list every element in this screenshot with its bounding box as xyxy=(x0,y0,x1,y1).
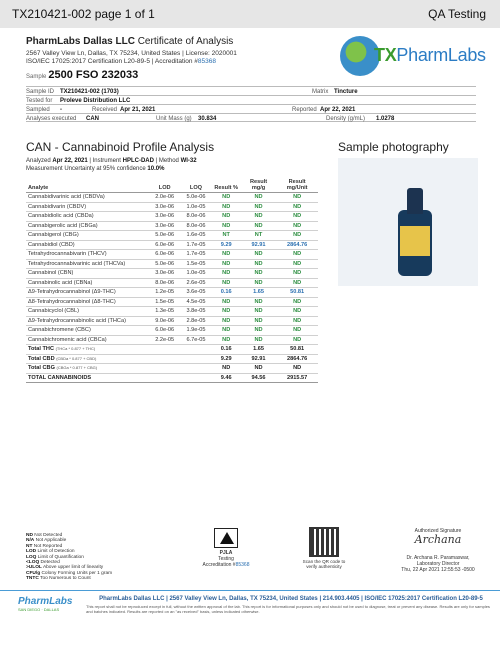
analyte-cell: Cannabicyclol (CBL) xyxy=(26,307,149,317)
table-row xyxy=(26,202,318,212)
analyte-cell: Δ9-Tetrahydrocannabinolic acid (THCa) xyxy=(26,316,149,326)
result-mgunit-cell: ND xyxy=(276,326,318,336)
lod-cell: 2.2e-05 xyxy=(149,335,180,345)
total-row xyxy=(26,345,318,355)
col-result-pct: Result % xyxy=(212,178,241,193)
analyte-cell: Cannabidivarin (CBDV) xyxy=(26,202,149,212)
result-mgg-cell: ND xyxy=(241,193,276,203)
legend-item: ND Not Detected xyxy=(26,533,63,538)
lab-name: PharmLabs Dallas LLC Certificate of Analysis xyxy=(26,36,234,47)
abbreviation-legend xyxy=(26,533,112,582)
lod-cell: 2.0e-06 xyxy=(149,193,180,203)
top-bar xyxy=(0,0,500,28)
total-label-cell: Total THC (THCa * 0.877 + THC) xyxy=(26,345,212,355)
table-row xyxy=(26,269,318,279)
total-mgunit-cell: ND xyxy=(276,364,318,374)
legend-item: TNTC Too Numerous to Count xyxy=(26,576,91,582)
dept-label: QA Testing xyxy=(428,7,486,21)
result-pct-cell: ND xyxy=(212,212,241,222)
loq-cell: 3.8e-05 xyxy=(180,307,211,317)
qr-code-icon[interactable] xyxy=(309,527,339,557)
total-label-cell: Total CBG (CBGa * 0.877 + CBG) xyxy=(26,364,212,374)
result-pct-cell: ND xyxy=(212,307,241,317)
total-pct-cell: 0.16 xyxy=(212,345,241,355)
pjla-logo-icon xyxy=(214,528,238,548)
result-mgg-cell: 1.65 xyxy=(241,288,276,298)
loq-cell: 2.8e-05 xyxy=(180,316,211,326)
lod-cell: 8.0e-06 xyxy=(149,278,180,288)
analyte-cell: Cannabidivarinic acid (CBDVa) xyxy=(26,193,149,203)
col-loq: LOQ xyxy=(180,178,211,193)
result-mgunit-cell: ND xyxy=(276,202,318,212)
result-pct-cell: ND xyxy=(212,193,241,203)
footer-logo: PharmLabs SAN DIEGO · DALLAS xyxy=(18,596,73,612)
table-row xyxy=(26,231,318,241)
meta-row: Tested for Proleve Distribution LLC xyxy=(26,95,476,104)
legend-item: NT Not Reported xyxy=(26,543,63,549)
lod-cell: 6.0e-06 xyxy=(149,240,180,250)
table-row xyxy=(26,250,318,260)
table-row xyxy=(26,259,318,269)
total-mgunit-cell: 50.81 xyxy=(276,345,318,355)
result-mgg-cell: ND xyxy=(241,269,276,279)
table-row xyxy=(26,240,318,250)
result-mgg-cell: ND xyxy=(241,297,276,307)
lod-cell: 6.0e-06 xyxy=(149,250,180,260)
meta-row: Sample ID TX210421-002 (1703) Matrix Tincture xyxy=(26,86,476,95)
table-row xyxy=(26,316,318,326)
table-header-row xyxy=(26,178,318,193)
result-pct-cell: ND xyxy=(212,278,241,288)
result-mgg-cell: ND xyxy=(241,221,276,231)
analyte-cell: Δ9-Tetrahydrocannabinol (Δ9-THC) xyxy=(26,288,149,298)
table-row xyxy=(26,288,318,298)
result-mgunit-cell: ND xyxy=(276,307,318,317)
result-mgunit-cell: ND xyxy=(276,278,318,288)
analyte-cell: Cannabigerol (CBG) xyxy=(26,231,149,241)
result-pct-cell: ND xyxy=(212,297,241,307)
doc-type: Certificate of Analysis xyxy=(137,36,234,47)
section-title: CAN - Cannabinoid Profile Analysis xyxy=(26,140,215,154)
result-pct-cell: ND xyxy=(212,250,241,260)
grand-total-mgunit-cell: 2915.57 xyxy=(276,373,318,383)
result-mgunit-cell: ND xyxy=(276,231,318,241)
lod-cell: 3.0e-06 xyxy=(149,212,180,222)
legend-item: N/A Not Applicable xyxy=(26,538,67,544)
loq-cell: 5.0e-06 xyxy=(180,193,211,203)
result-pct-cell: ND xyxy=(212,326,241,336)
legend-item: LOQ Limit of Quantification xyxy=(26,554,84,560)
pjla-accreditation: PJLA Testing Accreditation #85368 xyxy=(196,528,256,568)
col-result-mgg: Result mg/g xyxy=(241,178,276,193)
result-mgg-cell: ND xyxy=(241,278,276,288)
result-mgunit-cell: 2864.76 xyxy=(276,240,318,250)
total-mgg-cell: 92.91 xyxy=(241,354,276,364)
lab-address: 2567 Valley View Ln, Dallas, TX 75234, United States | License: 2020001 ISO/IEC 17025:2017 Certification L20-89-5 | Accreditation #85368 xyxy=(26,50,237,65)
result-mgunit-cell: ND xyxy=(276,297,318,307)
result-mgg-cell: ND xyxy=(241,316,276,326)
legend-item: CFU/g Colony Forming Units per 1 gram xyxy=(26,570,113,576)
loq-cell: 8.0e-06 xyxy=(180,221,211,231)
authorized-signature: Authorized Signature Archana Dr. Archana R. Paramaswar, Laboratory Director Thu, 22 Apr 2021 12:55:53 -0500 xyxy=(398,528,478,573)
result-mgunit-cell: ND xyxy=(276,335,318,345)
result-mgunit-cell: ND xyxy=(276,259,318,269)
col-analyte: Analyte xyxy=(26,178,149,193)
result-pct-cell: 9.29 xyxy=(212,240,241,250)
sample-line: Sample 2500 FSO 232033 xyxy=(26,69,139,81)
loq-cell: 1.6e-05 xyxy=(180,231,211,241)
total-row xyxy=(26,354,318,364)
result-mgunit-cell: ND xyxy=(276,212,318,222)
result-mgunit-cell: ND xyxy=(276,221,318,231)
col-lod: LOD xyxy=(149,178,180,193)
result-pct-cell: NT xyxy=(212,231,241,241)
meta-row: Analyses executed CAN Unit Mass (g) 30.834 Density (g/mL) 1.0278 xyxy=(26,113,476,122)
analyte-cell: Tetrahydrocannabivarinic acid (THCVa) xyxy=(26,259,149,269)
total-pct-cell: 9.29 xyxy=(212,354,241,364)
loq-cell: 8.0e-06 xyxy=(180,212,211,222)
lod-cell: 3.0e-06 xyxy=(149,221,180,231)
total-row xyxy=(26,364,318,374)
loq-cell: 1.9e-05 xyxy=(180,326,211,336)
table-row xyxy=(26,193,318,203)
pharmlabs-logo: TXPharmLabs xyxy=(340,36,480,80)
lod-cell: 6.0e-06 xyxy=(149,326,180,336)
verification-qr[interactable]: Scan the QR code to verify authenticity xyxy=(304,527,344,569)
result-pct-cell: ND xyxy=(212,269,241,279)
legend-item: >ULOL Above upper limit of linearity xyxy=(26,565,104,571)
grand-total-row xyxy=(26,373,318,383)
analyte-cell: Cannabidiolic acid (CBDa) xyxy=(26,212,149,222)
lod-cell: 1.3e-05 xyxy=(149,307,180,317)
result-mgg-cell: ND xyxy=(241,212,276,222)
loq-cell: 6.7e-05 xyxy=(180,335,211,345)
total-label-cell: Total CBD (CBDa * 0.877 + CBD) xyxy=(26,354,212,364)
analysis-info: Analyzed Apr 22, 2021 | Instrument HPLC-DAD | Method WI-32 Measurement Uncertainty at 95% confidence 10.0% xyxy=(26,158,197,172)
loq-cell: 1.0e-05 xyxy=(180,269,211,279)
grand-total-pct-cell: 9.46 xyxy=(212,373,241,383)
sample-name: 2500 FSO 232033 xyxy=(48,69,139,81)
total-mgunit-cell: 2864.76 xyxy=(276,354,318,364)
footer-divider xyxy=(0,590,500,591)
analyte-cell: Tetrahydrocannabivarin (THCV) xyxy=(26,250,149,260)
analyte-cell: Δ8-Tetrahydrocannabinol (Δ8-THC) xyxy=(26,297,149,307)
total-pct-cell: ND xyxy=(212,364,241,374)
loq-cell: 1.7e-05 xyxy=(180,240,211,250)
legend-item: <LOQ Detected xyxy=(26,560,60,566)
result-pct-cell: ND xyxy=(212,202,241,212)
result-mgg-cell: ND xyxy=(241,202,276,212)
loq-cell: 1.5e-05 xyxy=(180,259,211,269)
result-mgg-cell: ND xyxy=(241,307,276,317)
table-row xyxy=(26,297,318,307)
signature-scrawl: Archana xyxy=(414,533,462,546)
result-mgunit-cell: 50.81 xyxy=(276,288,318,298)
total-mgg-cell: ND xyxy=(241,364,276,374)
total-mgg-cell: 1.65 xyxy=(241,345,276,355)
result-mgg-cell: ND xyxy=(241,250,276,260)
analyte-cell: Cannabichromene (CBC) xyxy=(26,326,149,336)
table-row xyxy=(26,307,318,317)
result-pct-cell: ND xyxy=(212,221,241,231)
meta-row: Sampled - Received Apr 21, 2021 Reported Apr 22, 2021 xyxy=(26,104,476,113)
result-pct-cell: ND xyxy=(212,259,241,269)
footer-disclaimer: This report shall not be reproduced except in full, without the written approval of the lab. This report is for informational purposes only and should not be used to diagnose, treat or prevent any disease. Results are only for samples and batches indicated. Results are reported on an "as received" basis, unless indicated otherwise. xyxy=(86,604,490,614)
result-pct-cell: 0.16 xyxy=(212,288,241,298)
analyte-cell: Cannabidiol (CBD) xyxy=(26,240,149,250)
result-pct-cell: ND xyxy=(212,335,241,345)
loq-cell: 1.7e-05 xyxy=(180,250,211,260)
legend-item: LOD Limit of Detection xyxy=(26,549,75,555)
result-mgg-cell: ND xyxy=(241,259,276,269)
table-row xyxy=(26,221,318,231)
lod-cell: 1.2e-05 xyxy=(149,288,180,298)
analyte-cell: Cannabinol (CBN) xyxy=(26,269,149,279)
lod-cell: 3.0e-06 xyxy=(149,202,180,212)
loq-cell: 1.0e-05 xyxy=(180,202,211,212)
grand-total-label-cell: TOTAL CANNABINOIDS xyxy=(26,373,212,383)
lod-cell: 5.0e-06 xyxy=(149,259,180,269)
result-mgg-cell: 92.91 xyxy=(241,240,276,250)
table-row xyxy=(26,326,318,336)
loq-cell: 3.6e-05 xyxy=(180,288,211,298)
cannabinoid-results-table xyxy=(26,178,318,383)
doc-id: TX210421-002 page 1 of 1 xyxy=(12,7,155,21)
result-mgunit-cell: ND xyxy=(276,250,318,260)
table-row xyxy=(26,335,318,345)
accreditation-link[interactable]: 85368 xyxy=(197,58,216,65)
table-row xyxy=(26,212,318,222)
col-result-mgunit: Result mg/Unit xyxy=(276,178,318,193)
table-row xyxy=(26,278,318,288)
result-mgunit-cell: ND xyxy=(276,316,318,326)
tincture-bottle-image xyxy=(398,188,432,276)
lod-cell: 9.0e-06 xyxy=(149,316,180,326)
result-mgunit-cell: ND xyxy=(276,193,318,203)
sample-meta xyxy=(26,86,476,122)
lod-cell: 5.0e-06 xyxy=(149,231,180,241)
photo-title: Sample photography xyxy=(338,140,449,154)
result-mgunit-cell: ND xyxy=(276,269,318,279)
footer-address: PharmLabs Dallas LLC | 2567 Valley View Ln, Dallas, TX 75234, United States | 214.903.4405 | ISO/IEC 17025:2017 Certification L20-89-5 xyxy=(99,596,483,602)
sample-photo xyxy=(338,158,478,286)
result-mgg-cell: ND xyxy=(241,335,276,345)
loq-cell: 2.6e-05 xyxy=(180,278,211,288)
lod-cell: 1.5e-05 xyxy=(149,297,180,307)
grand-total-mgg-cell: 94.56 xyxy=(241,373,276,383)
analyte-cell: Cannabinolic acid (CBNa) xyxy=(26,278,149,288)
analyte-cell: Cannabigerolic acid (CBGa) xyxy=(26,221,149,231)
result-pct-cell: ND xyxy=(212,316,241,326)
lod-cell: 3.0e-06 xyxy=(149,269,180,279)
loq-cell: 4.5e-05 xyxy=(180,297,211,307)
result-mgg-cell: NT xyxy=(241,231,276,241)
analyte-cell: Cannabichromenic acid (CBCa) xyxy=(26,335,149,345)
result-mgg-cell: ND xyxy=(241,326,276,336)
